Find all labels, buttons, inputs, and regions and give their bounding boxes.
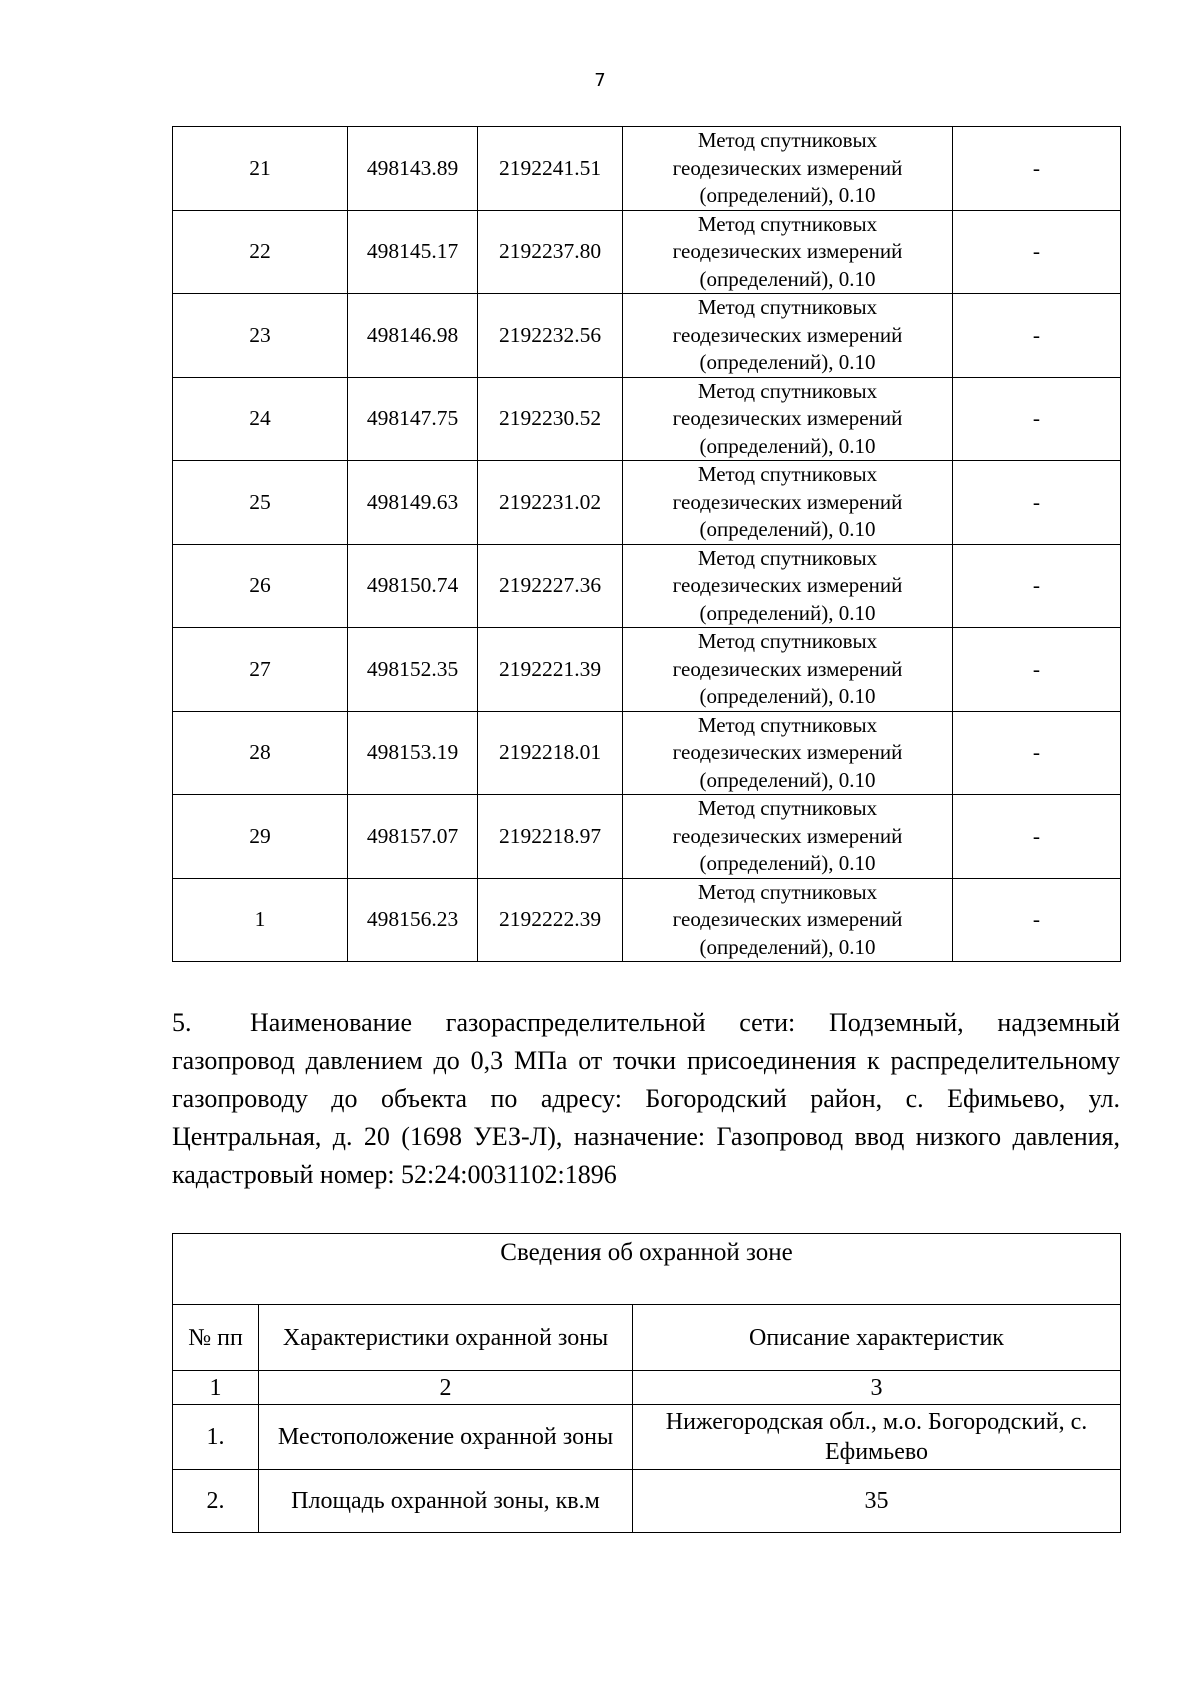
- note-cell: -: [953, 795, 1121, 879]
- coordinate-x: 498152.35: [348, 628, 478, 712]
- coordinate-y: 2192230.52: [478, 377, 623, 461]
- table-row: [173, 795, 1121, 879]
- table-header-row: [173, 1305, 1121, 1371]
- point-number: 26: [173, 544, 348, 628]
- note-cell: -: [953, 294, 1121, 378]
- coordinate-y: 2192218.97: [478, 795, 623, 879]
- column-index: 3: [633, 1371, 1121, 1405]
- method-line: (определений), 0.10: [699, 600, 876, 625]
- table-row: [173, 127, 1121, 211]
- section-5-text: Наименование газораспределительной сети: Подземный, надземный газопровод давлением до 0,3 МПа от точки присоединения к распределительному газопроводу до объекта по адресу: Богородский район, с. Ефимьево, ул. Центральная, д. 20 (1698 УЕЗ-Л), назначение: Газопровод ввод низкого давления, кадастровый номер: 52:24:0031102:1896: [172, 1008, 1120, 1189]
- coordinate-x: 498146.98: [348, 294, 478, 378]
- method-line: геодезических измерений: [672, 489, 903, 514]
- protection-zone-table: [172, 1233, 1121, 1533]
- method-cell: [623, 461, 953, 545]
- point-number: 24: [173, 377, 348, 461]
- method-line: геодезических измерений: [672, 656, 903, 681]
- point-number: 29: [173, 795, 348, 879]
- table-row: [173, 294, 1121, 378]
- point-number: 25: [173, 461, 348, 545]
- row-num: 2.: [173, 1470, 259, 1533]
- note-cell: -: [953, 127, 1121, 211]
- coordinates-table-body: [173, 127, 1121, 962]
- method-line: геодезических измерений: [672, 239, 903, 263]
- table-caption-row: [173, 1234, 1121, 1305]
- coordinate-x: 498143.89: [348, 127, 478, 211]
- coordinate-y: 2192227.36: [478, 544, 623, 628]
- coordinate-x: 498156.23: [348, 878, 478, 962]
- table-caption: Сведения об охранной зоне: [173, 1234, 1121, 1305]
- row-characteristic: Местоположение охранной зоны: [259, 1405, 633, 1470]
- header-num: № пп: [173, 1305, 259, 1371]
- method-line: Метод спутниковых: [697, 879, 878, 904]
- row-num: 1.: [173, 1405, 259, 1470]
- method-line: геодезических измерений: [672, 907, 903, 931]
- header-characteristic: Характеристики охранной зоны: [259, 1305, 633, 1371]
- point-number: 21: [173, 127, 348, 211]
- method-cell: [623, 294, 953, 378]
- method-line: геодезических измерений: [672, 740, 903, 764]
- table-row: [173, 1405, 1121, 1470]
- coordinate-y: 2192222.39: [478, 878, 623, 962]
- method-line: геодезических измерений: [672, 573, 903, 597]
- table-row: [173, 711, 1121, 795]
- method-line: (определений), 0.10: [699, 934, 876, 959]
- row-description: Нижегородская обл., м.о. Богородский, с. Ефимьево: [633, 1405, 1121, 1470]
- section-number: 5.: [172, 1008, 192, 1037]
- point-number: 22: [173, 210, 348, 294]
- method-line: геодезических измерений: [672, 406, 903, 430]
- table-row: [173, 377, 1121, 461]
- table-row: [173, 461, 1121, 545]
- note-cell: -: [953, 210, 1121, 294]
- table-row: [173, 544, 1121, 628]
- column-index-row: [173, 1371, 1121, 1405]
- method-cell: [623, 544, 953, 628]
- coordinates-table: [172, 126, 1121, 962]
- coordinate-y: 2192237.80: [478, 210, 623, 294]
- coordinate-x: 498149.63: [348, 461, 478, 545]
- note-cell: -: [953, 544, 1121, 628]
- method-line: Метод спутниковых: [697, 211, 878, 236]
- row-characteristic: Площадь охранной зоны, кв.м: [259, 1470, 633, 1533]
- table-row: [173, 628, 1121, 712]
- method-cell: [623, 210, 953, 294]
- method-line: Метод спутниковых: [697, 378, 878, 403]
- page-number: 7: [594, 70, 606, 91]
- method-cell: [623, 628, 953, 712]
- coordinate-y: 2192241.51: [478, 127, 623, 211]
- point-number: 1: [173, 878, 348, 962]
- point-number: 23: [173, 294, 348, 378]
- method-line: Метод спутниковых: [697, 128, 878, 152]
- coordinate-y: 2192232.56: [478, 294, 623, 378]
- method-cell: [623, 878, 953, 962]
- table-row: [173, 210, 1121, 294]
- method-line: геодезических измерений: [672, 322, 903, 347]
- method-line: Метод спутниковых: [697, 295, 878, 319]
- section-5-paragraph: [172, 1004, 1120, 1194]
- method-line: (определений), 0.10: [699, 183, 876, 207]
- column-index: 2: [259, 1371, 633, 1405]
- note-cell: -: [953, 878, 1121, 962]
- method-line: (определений), 0.10: [699, 517, 876, 541]
- coordinate-y: 2192218.01: [478, 711, 623, 795]
- method-line: (определений), 0.10: [699, 433, 876, 458]
- method-line: (определений), 0.10: [699, 350, 876, 374]
- note-cell: -: [953, 711, 1121, 795]
- method-line: Метод спутниковых: [697, 545, 878, 570]
- method-line: (определений), 0.10: [699, 266, 876, 291]
- header-description: Описание характеристик: [633, 1305, 1121, 1371]
- column-index: 1: [173, 1371, 259, 1405]
- note-cell: -: [953, 628, 1121, 712]
- method-cell: [623, 127, 953, 211]
- coordinate-y: 2192231.02: [478, 461, 623, 545]
- method-cell: [623, 795, 953, 879]
- table-row: [173, 878, 1121, 962]
- note-cell: -: [953, 377, 1121, 461]
- method-line: Метод спутниковых: [697, 629, 878, 653]
- method-line: (определений), 0.10: [699, 851, 876, 875]
- method-line: (определений), 0.10: [699, 767, 876, 792]
- method-line: геодезических измерений: [672, 823, 903, 848]
- method-line: геодезических измерений: [672, 155, 903, 180]
- coordinate-x: 498157.07: [348, 795, 478, 879]
- point-number: 28: [173, 711, 348, 795]
- coordinate-x: 498150.74: [348, 544, 478, 628]
- coordinate-x: 498153.19: [348, 711, 478, 795]
- coordinate-x: 498145.17: [348, 210, 478, 294]
- method-cell: [623, 711, 953, 795]
- coordinate-y: 2192221.39: [478, 628, 623, 712]
- method-cell: [623, 377, 953, 461]
- method-line: Метод спутниковых: [697, 712, 878, 737]
- method-line: Метод спутниковых: [697, 462, 878, 486]
- row-description: 35: [633, 1470, 1121, 1533]
- table-row: [173, 1470, 1121, 1533]
- point-number: 27: [173, 628, 348, 712]
- method-line: (определений), 0.10: [699, 684, 876, 708]
- note-cell: -: [953, 461, 1121, 545]
- method-line: Метод спутниковых: [697, 796, 878, 820]
- coordinate-x: 498147.75: [348, 377, 478, 461]
